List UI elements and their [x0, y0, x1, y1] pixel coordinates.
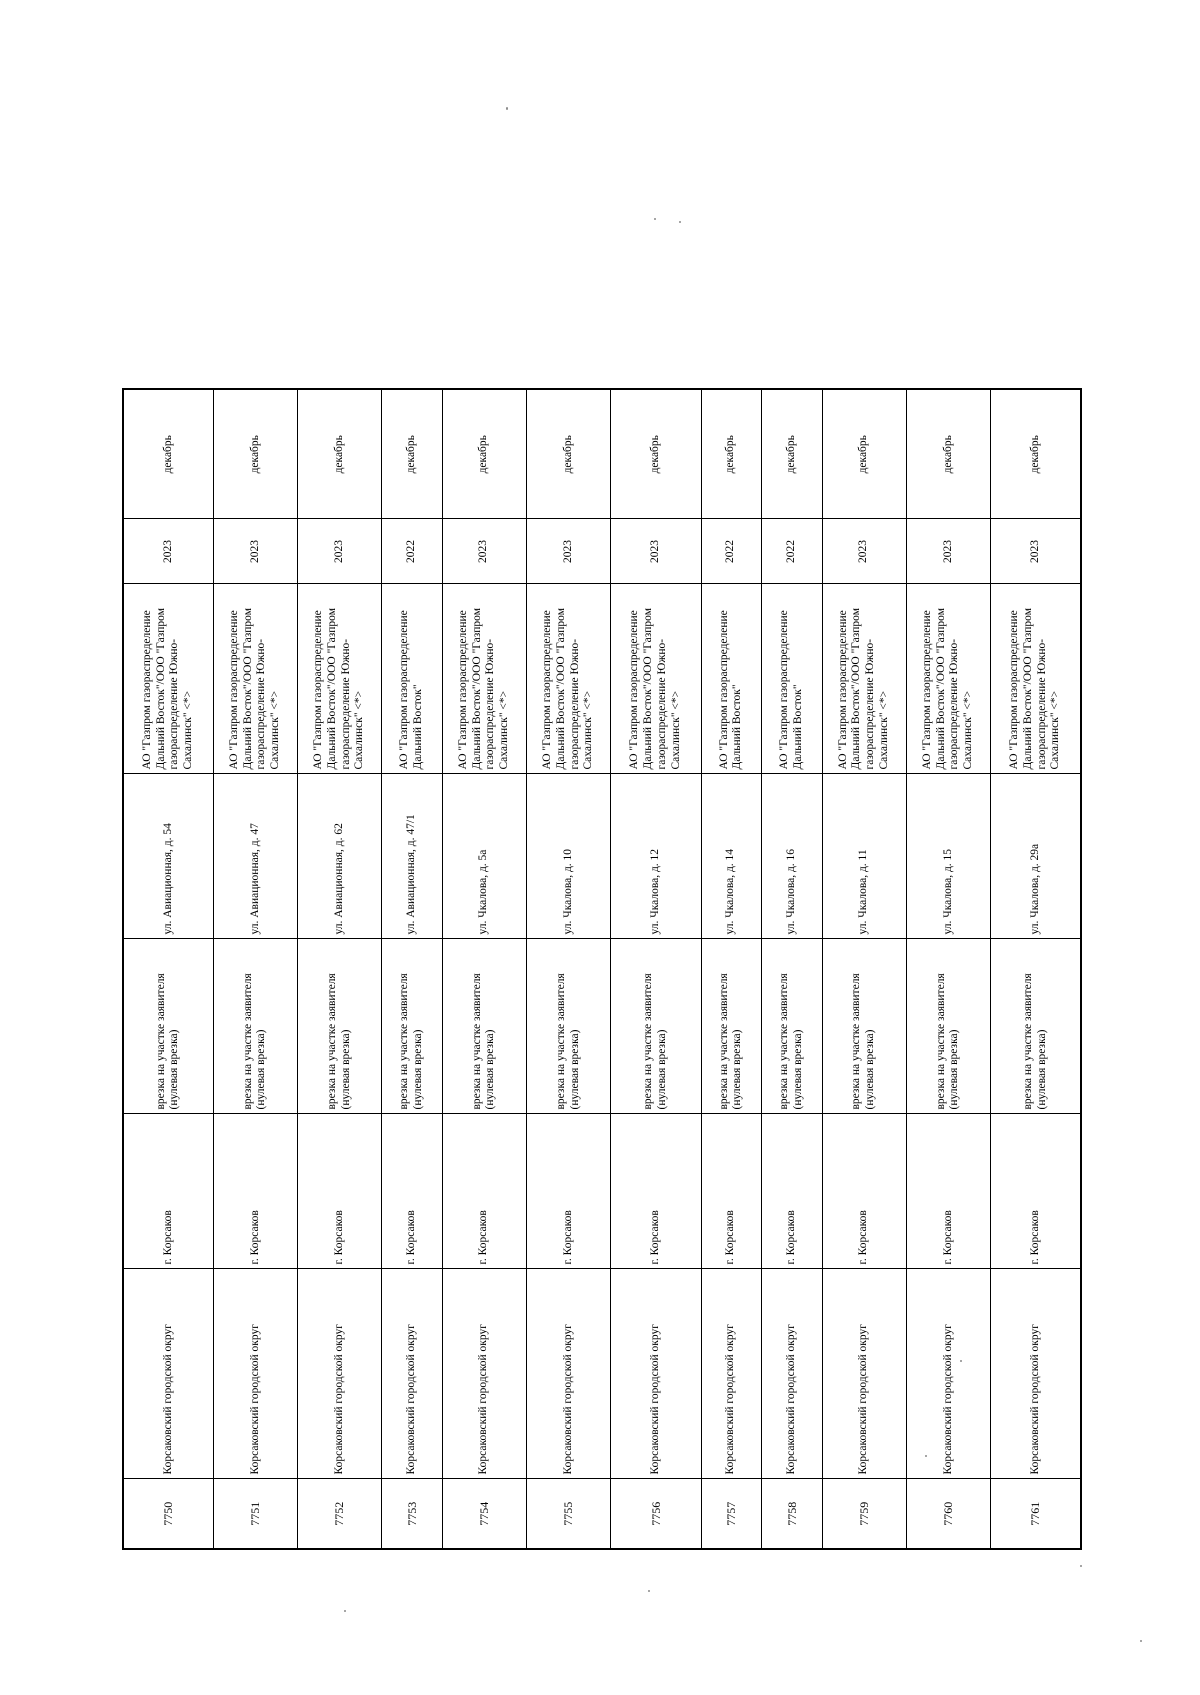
row-number: 7751 [213, 1479, 297, 1549]
table-body [123, 389, 1081, 1549]
connection-method-cell: врезка на участке заявителя (нулевая врезка) [298, 939, 382, 1114]
scan-speck [654, 218, 656, 220]
year-cell: 2023 [822, 519, 906, 584]
table-row [906, 389, 990, 1549]
district-cell: Корсаковский городской округ [442, 1269, 526, 1479]
organization-cell: АО "Газпром газораспределение Дальний Восток"/ООО "Газпром газораспределение Южно-Сахалинск" <*> [906, 584, 990, 774]
scan-speck [1140, 1640, 1142, 1642]
address-cell: ул. Авиационная, д. 54 [123, 774, 213, 939]
address-cell: ул. Авиационная, д. 47/1 [382, 774, 443, 939]
row-number: 7756 [611, 1479, 701, 1549]
connection-method-cell: врезка на участке заявителя (нулевая врезка) [442, 939, 526, 1114]
district-cell: Корсаковский городской округ [701, 1269, 762, 1479]
connection-method-cell: врезка на участке заявителя (нулевая врезка) [991, 939, 1081, 1114]
connection-method-cell: врезка на участке заявителя (нулевая врезка) [213, 939, 297, 1114]
address-cell: ул. Авиационная, д. 47 [213, 774, 297, 939]
year-cell: 2023 [213, 519, 297, 584]
address-cell: ул. Чкалова, д. 5а [442, 774, 526, 939]
row-number: 7753 [382, 1479, 443, 1549]
table-row [611, 389, 701, 1549]
row-number: 7757 [701, 1479, 762, 1549]
address-cell: ул. Чкалова, д. 15 [906, 774, 990, 939]
month-cell: декабрь [822, 389, 906, 519]
district-cell: Корсаковский городской округ [991, 1269, 1081, 1479]
city-cell: г. Корсаков [213, 1114, 297, 1269]
district-cell: Корсаковский городской округ [298, 1269, 382, 1479]
city-cell: г. Корсаков [701, 1114, 762, 1269]
district-cell: Корсаковский городской округ [822, 1269, 906, 1479]
year-cell: 2022 [701, 519, 762, 584]
connection-method-cell: врезка на участке заявителя (нулевая врезка) [906, 939, 990, 1114]
city-cell: г. Корсаков [442, 1114, 526, 1269]
row-number: 7750 [123, 1479, 213, 1549]
district-cell: Корсаковский городской округ [526, 1269, 610, 1479]
city-cell: г. Корсаков [611, 1114, 701, 1269]
district-cell: Корсаковский городской округ [762, 1269, 823, 1479]
year-cell: 2022 [382, 519, 443, 584]
city-cell: г. Корсаков [382, 1114, 443, 1269]
scan-speck [679, 221, 681, 223]
month-cell: декабрь [701, 389, 762, 519]
table-row [762, 389, 823, 1549]
month-cell: декабрь [298, 389, 382, 519]
rotated-table-container [122, 390, 1082, 1550]
table-row [213, 389, 297, 1549]
year-cell: 2023 [442, 519, 526, 584]
table-row [526, 389, 610, 1549]
row-number: 7761 [991, 1479, 1081, 1549]
month-cell: декабрь [762, 389, 823, 519]
table-row [123, 389, 213, 1549]
month-cell: декабрь [526, 389, 610, 519]
row-number: 7754 [442, 1479, 526, 1549]
scan-speck [506, 107, 508, 110]
organization-cell: АО "Газпром газораспределение Дальний Восток"/ООО "Газпром газораспределение Южно-Сахалинск" <*> [442, 584, 526, 774]
month-cell: декабрь [382, 389, 443, 519]
address-cell: ул. Чкалова, д. 10 [526, 774, 610, 939]
scan-speck [344, 1610, 346, 1612]
month-cell: декабрь [991, 389, 1081, 519]
table-row [442, 389, 526, 1549]
address-cell: ул. Чкалова, д. 12 [611, 774, 701, 939]
city-cell: г. Корсаков [991, 1114, 1081, 1269]
month-cell: декабрь [213, 389, 297, 519]
month-cell: декабрь [123, 389, 213, 519]
year-cell: 2023 [123, 519, 213, 584]
connection-method-cell: врезка на участке заявителя (нулевая врезка) [762, 939, 823, 1114]
city-cell: г. Корсаков [762, 1114, 823, 1269]
address-cell: ул. Чкалова, д. 29а [991, 774, 1081, 939]
row-number: 7758 [762, 1479, 823, 1549]
district-cell: Корсаковский городской округ [611, 1269, 701, 1479]
district-cell: Корсаковский городской округ [213, 1269, 297, 1479]
gas-connection-table [122, 388, 1082, 1550]
organization-cell: АО "Газпром газораспределение Дальний Восток"/ООО "Газпром газораспределение Южно-Сахалинск" <*> [611, 584, 701, 774]
row-number: 7755 [526, 1479, 610, 1549]
address-cell: ул. Чкалова, д. 11 [822, 774, 906, 939]
organization-cell: АО "Газпром газораспределение Дальний Восток"/ООО "Газпром газораспределение Южно-Сахалинск" <*> [526, 584, 610, 774]
month-cell: декабрь [442, 389, 526, 519]
district-cell: Корсаковский городской округ [906, 1269, 990, 1479]
row-number: 7760 [906, 1479, 990, 1549]
address-cell: ул. Чкалова, д. 14 [701, 774, 762, 939]
connection-method-cell: врезка на участке заявителя (нулевая врезка) [526, 939, 610, 1114]
connection-method-cell: врезка на участке заявителя (нулевая врезка) [822, 939, 906, 1114]
connection-method-cell: врезка на участке заявителя (нулевая врезка) [123, 939, 213, 1114]
year-cell: 2023 [298, 519, 382, 584]
connection-method-cell: врезка на участке заявителя (нулевая врезка) [382, 939, 443, 1114]
address-cell: ул. Авиационная, д. 62 [298, 774, 382, 939]
row-number: 7759 [822, 1479, 906, 1549]
year-cell: 2023 [991, 519, 1081, 584]
connection-method-cell: врезка на участке заявителя (нулевая врезка) [701, 939, 762, 1114]
table-row [991, 389, 1081, 1549]
year-cell: 2023 [611, 519, 701, 584]
year-cell: 2023 [526, 519, 610, 584]
organization-cell: АО "Газпром газораспределение Дальний Восток" [382, 584, 443, 774]
organization-cell: АО "Газпром газораспределение Дальний Восток"/ООО "Газпром газораспределение Южно-Сахалинск" <*> [123, 584, 213, 774]
table-row [822, 389, 906, 1549]
scan-speck [648, 1590, 650, 1592]
table-row [382, 389, 443, 1549]
city-cell: г. Корсаков [123, 1114, 213, 1269]
district-cell: Корсаковский городской округ [382, 1269, 443, 1479]
organization-cell: АО "Газпром газораспределение Дальний Восток"/ООО "Газпром газораспределение Южно-Сахалинск" <*> [298, 584, 382, 774]
row-number: 7752 [298, 1479, 382, 1549]
organization-cell: АО "Газпром газораспределение Дальний Восток" [762, 584, 823, 774]
address-cell: ул. Чкалова, д. 16 [762, 774, 823, 939]
scan-speck [1080, 1565, 1082, 1567]
month-cell: декабрь [906, 389, 990, 519]
organization-cell: АО "Газпром газораспределение Дальний Восток"/ООО "Газпром газораспределение Южно-Сахалинск" <*> [991, 584, 1081, 774]
district-cell: Корсаковский городской округ [123, 1269, 213, 1479]
organization-cell: АО "Газпром газораспределение Дальний Восток"/ООО "Газпром газораспределение Южно-Сахалинск" <*> [213, 584, 297, 774]
table-row [701, 389, 762, 1549]
connection-method-cell: врезка на участке заявителя (нулевая врезка) [611, 939, 701, 1114]
month-cell: декабрь [611, 389, 701, 519]
city-cell: г. Корсаков [822, 1114, 906, 1269]
organization-cell: АО "Газпром газораспределение Дальний Восток" [701, 584, 762, 774]
table-row [298, 389, 382, 1549]
city-cell: г. Корсаков [298, 1114, 382, 1269]
city-cell: г. Корсаков [526, 1114, 610, 1269]
year-cell: 2022 [762, 519, 823, 584]
year-cell: 2023 [906, 519, 990, 584]
organization-cell: АО "Газпром газораспределение Дальний Восток"/ООО "Газпром газораспределение Южно-Сахалинск" <*> [822, 584, 906, 774]
city-cell: г. Корсаков [906, 1114, 990, 1269]
